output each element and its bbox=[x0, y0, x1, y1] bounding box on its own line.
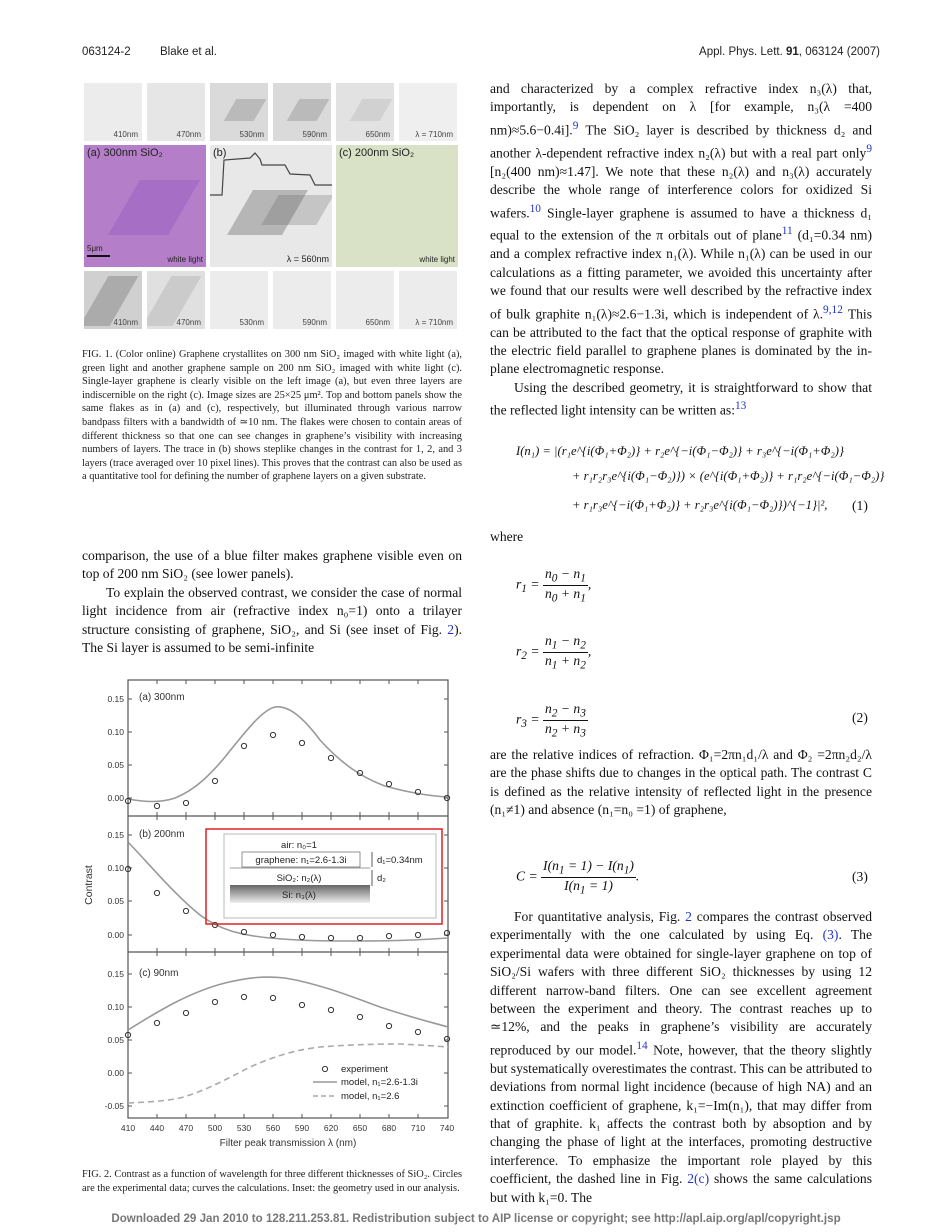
filter-tile: 590nm bbox=[273, 271, 331, 329]
figure-1-caption: FIG. 1. (Color online) Graphene crystallites on 300 nm SiO₂ imaged with white light (a), green light and another graphene sample on 200 nm SiO₂ imaged with white light (c). Single-layer graphene is clearly visible on the left image (a), but even three layers are indiscernible on the right (c). Image sizes are 25×25 μm². Top and bottom panels show the same flakes as in (a) and (c), respectively, but illuminated through various narrow bandpass filters with a bandwidth of ≃10 nm. The flakes were chosen to contain areas of different thickness so that one can see changes in graphene’s visibility with increasing numbers of layers. The trace in (b) shows steplike changes in the contrast for 1, 2, and 3 layers (trace averaged over 10 pixel lines). This proves that the contrast can also be used as a quantitative tool for defining the number of graphene layers on a given substrate. bbox=[82, 349, 462, 483]
figure-link[interactable]: 2 bbox=[685, 909, 692, 924]
citation-link[interactable]: 14 bbox=[636, 1039, 648, 1052]
paragraph: comparison, the use of a blue filter makes graphene visible even on top of 200 nm SiO₂ (see lower panels). bbox=[82, 548, 462, 582]
panel-a-white-light: (a) 300nm SiO₂ 5μm white light bbox=[84, 145, 206, 267]
svg-text:680: 680 bbox=[381, 1123, 397, 1133]
svg-text:0.15: 0.15 bbox=[107, 694, 124, 704]
svg-text:590: 590 bbox=[294, 1123, 310, 1133]
filter-tile: 590nm bbox=[273, 83, 331, 141]
filter-tile: 470nm bbox=[147, 271, 205, 329]
model-curve-c-complex bbox=[128, 977, 448, 1030]
svg-text:0.05: 0.05 bbox=[107, 760, 124, 770]
experiment-points-a bbox=[125, 732, 449, 808]
svg-text:620: 620 bbox=[323, 1123, 339, 1133]
page-id: 063124-2 bbox=[82, 46, 131, 58]
panel-c-white-light: (c) 200nm SiO₂ white light bbox=[336, 145, 458, 267]
equation-1-number: (1) bbox=[852, 498, 868, 513]
paragraph: To explain the observed contrast, we consider the case of normal light incidence from air (refractive index n₀=1) onto a trilayer structure consisting of graphene, SiO₂, and Si (see inset of Fig. 2). The Si layer is assumed to be semi-infinite bbox=[82, 584, 462, 656]
citation-link[interactable]: 9 bbox=[866, 142, 872, 155]
svg-text:440: 440 bbox=[149, 1123, 165, 1133]
equation-link[interactable]: (3) bbox=[822, 927, 839, 943]
download-footer: Downloaded 29 Jan 2010 to 128.211.253.81. Redistribution subject to AIP license or copyright; see http://apl.aip.org/apl/copyright.jsp bbox=[111, 1212, 841, 1225]
paragraph: are the relative indices of refraction. Φ₁=2πn₁d₁/λ and Φ₂ =2πn₂d₂/λ are the phase shifts due to changes in the optical path. The contrast C is defined as the relative intensity of reflected light in the presence (n₁≠1) and absence (n₁=n₀ =1) of graphene, bbox=[490, 747, 872, 818]
inset-air: air: n₀=1 bbox=[281, 840, 317, 851]
equation-2-r3: $r_3$ = $\frac{n_2 - n_3}{n_2 + n_3}$ bbox=[516, 701, 586, 740]
inset-d2: d₂ bbox=[377, 873, 386, 884]
filter-tile: 530nm bbox=[210, 271, 268, 329]
citation-link[interactable]: 13 bbox=[734, 400, 747, 413]
equation-3-number: (3) bbox=[852, 869, 868, 884]
left-column-text bbox=[82, 547, 462, 657]
model-curve-a bbox=[128, 707, 448, 802]
svg-text:0.10: 0.10 bbox=[107, 1002, 124, 1012]
contrast-trace bbox=[210, 145, 332, 267]
filter-tile: 410nm bbox=[84, 271, 142, 329]
svg-text:650: 650 bbox=[352, 1123, 368, 1133]
equation-2-r1: $r_1$ = $\frac{n_0 - n_1}{n_0 + n_1}$ , bbox=[516, 566, 592, 605]
filter-tile: 410nm bbox=[84, 83, 142, 141]
experiment-points-c bbox=[125, 994, 449, 1041]
paragraph: Using the described geometry, it is straightforward to show that the reflected light intensity can be written as:$^{13}$ bbox=[490, 379, 872, 418]
panel-a-label: (a) 300nm bbox=[139, 692, 185, 703]
paragraph: and characterized by a complex refractive index n₃(λ) that, importantly, is dependent on λ [for example, n₃(λ =400 nm)≈5.6−0.4i].$^9$ The SiO₂ layer is described by thickness d₂ and another λ-dependent refractive index n₂(λ) but with a real part only$^9$ [n₂(400 nm)≈1.47]. We note that these n₂(λ) and n₃(λ) accurately describe the whole range of interference colors for oxidized Si wafers.$^{10}$ Single-layer graphene is assumed to have a thickness d₁ equal to the extension of the π orbitals out of plane$^{11}$ (d₁=0.34 nm) and a complex refractive index n₁(λ). While n₁(λ) can be used in our calculations as a fitting parameter, we avoided this uncertainty after we found that our results were well described by the refractive index of bulk graphite n₁(λ)≈2.6−1.3i, which is independent of λ.$^{9,12}$ This can be attributed to the fact that the optical response of graphite with the electric field parallel to graphene planes is dominated by the in-plane electromagnetic response. bbox=[490, 81, 872, 377]
svg-text:530: 530 bbox=[236, 1123, 252, 1133]
equation-3: C = $\frac{I(n_1 = 1) - I(n_1)}{I(n_1 = 1)}$ . bbox=[516, 858, 640, 897]
svg-text:710: 710 bbox=[410, 1123, 426, 1133]
figure-2-chart bbox=[80, 672, 480, 1152]
svg-text:0.10: 0.10 bbox=[107, 727, 124, 737]
filter-tile: 650nm bbox=[336, 83, 394, 141]
svg-text:0.10: 0.10 bbox=[107, 863, 124, 873]
scale-bar bbox=[87, 255, 110, 257]
svg-text:model, n₁=2.6-1.3i: model, n₁=2.6-1.3i bbox=[341, 1077, 418, 1088]
inset-graphene: graphene: n₁=2.6-1.3i bbox=[255, 855, 347, 866]
filter-tile: 470nm bbox=[147, 83, 205, 141]
citation-link[interactable]: 11 bbox=[781, 225, 793, 238]
svg-text:0.00: 0.00 bbox=[107, 793, 124, 803]
svg-text:500: 500 bbox=[207, 1123, 223, 1133]
figure-link[interactable]: 2(c) bbox=[687, 1171, 710, 1187]
y-axis-label: Contrast bbox=[83, 865, 95, 905]
svg-text:740: 740 bbox=[439, 1123, 455, 1133]
citation-link[interactable]: 9 bbox=[572, 119, 579, 132]
x-axis-label: Filter peak transmission λ (nm) bbox=[219, 1138, 357, 1149]
svg-text:0.00: 0.00 bbox=[107, 1068, 124, 1078]
paragraph: For quantitative analysis, Fig. 2 compares the contrast observed experimentally with the one calculated by using Eq. (3). The experimental data were obtained for single-layer graphene on top of SiO₂/Si wafers with three different SiO₂ thicknesses by using 12 different narrow-band filters. One can see excellent agreement between the experiment and theory. The contrast reaches up to ≃12%, and the peaks in graphene’s visibility are accurately reproduced by our model.$^{14}$ Note, however, that the theory slightly but systematically overestimates the contrast. This can be attributed to deviations from normal light incidence (because of high NA) and an extinction coefficient of graphene, k₁=−Im(n₁), that may differ from that of graphite. k₁ affects the contrast both by absoption and by changing the phase of light at the interfaces, promoting destructive interference. To emphasize the important role played by this coefficient, the dashed line in Fig. 2(c) shows the same calculations but with k₁=0. The bbox=[490, 909, 873, 1205]
svg-text:0.00: 0.00 bbox=[107, 930, 124, 940]
svg-text:560: 560 bbox=[265, 1123, 281, 1133]
inset-sio2: SiO₂: n₂(λ) bbox=[276, 873, 322, 884]
journal-citation: Appl. Phys. Lett. 91, 063124 (2007) bbox=[699, 46, 880, 58]
panel-b-label: (b) 200nm bbox=[139, 829, 185, 840]
svg-text:0.05: 0.05 bbox=[107, 1035, 124, 1045]
legend bbox=[313, 1064, 418, 1102]
svg-text:experiment: experiment bbox=[341, 1064, 388, 1075]
filter-tile: λ = 710nm bbox=[399, 83, 457, 141]
equation-2-number: (2) bbox=[852, 710, 868, 725]
filter-tile: 650nm bbox=[336, 271, 394, 329]
authors: Blake et al. bbox=[160, 46, 217, 58]
where-text: where bbox=[490, 529, 524, 544]
citation-link[interactable]: 10 bbox=[529, 202, 541, 215]
right-column-text-top bbox=[490, 80, 872, 420]
filter-tile: 530nm bbox=[210, 83, 268, 141]
panel-b-green-light: (b) λ = 560nm bbox=[210, 145, 332, 267]
svg-text:model, n₁=2.6: model, n₁=2.6 bbox=[341, 1091, 400, 1102]
figure-link[interactable]: 2 bbox=[447, 621, 455, 637]
model-curve-c-real bbox=[128, 1044, 448, 1103]
svg-text:0.15: 0.15 bbox=[107, 830, 124, 840]
citation-link[interactable]: 9,12 bbox=[823, 303, 843, 316]
inset-d1: d₁=0.34nm bbox=[377, 855, 423, 866]
figure-2-caption: FIG. 2. Contrast as a function of wavelength for three different thicknesses of SiO₂. Circles are the experimental data; curves the calculations. Inset: the geometry used in our analysis. bbox=[82, 1169, 462, 1194]
filter-tile: λ = 710nm bbox=[399, 271, 457, 329]
panel-c-label: (c) 90nm bbox=[139, 968, 179, 979]
inset-si: Si: n₃(λ) bbox=[282, 890, 316, 901]
svg-text:0.15: 0.15 bbox=[107, 969, 124, 979]
svg-text:470: 470 bbox=[178, 1123, 194, 1133]
right-column-text-mid bbox=[490, 746, 872, 820]
svg-text:0.05: 0.05 bbox=[107, 896, 124, 906]
svg-text:410: 410 bbox=[120, 1123, 136, 1133]
right-column-text-bottom bbox=[490, 908, 872, 1207]
svg-text:-0.05: -0.05 bbox=[104, 1101, 124, 1111]
equation-2-r2: $r_2$ = $\frac{n_1 - n_2}{n_1 + n_2}$ , bbox=[516, 633, 592, 672]
